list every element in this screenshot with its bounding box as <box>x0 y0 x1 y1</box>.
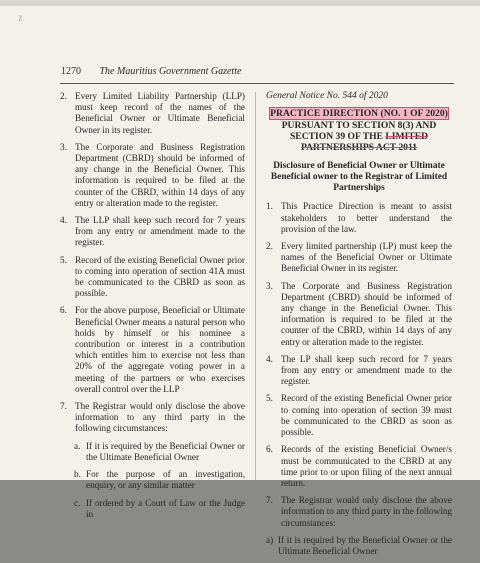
list-item: 2. Every Limited Liability Partnership (LLP) must keep record of the names of the Beneficial Owner or Ultimate Beneficial Owner in its register. <box>60 91 245 135</box>
list-item: 7. The Registrar would only disclose the above information to any third party in the following circumstances: <box>266 495 452 528</box>
list-item: 6. Records of the existing Beneficial Owner/s must be communicated to the CBRD at any time prior to or upon filing of the next annual return. <box>266 444 452 488</box>
notice-number: General Notice No. 544 of 2020 <box>266 91 388 101</box>
list-item: 4. The LP shall keep such record for 7 years from any entry or amendment made to the register. <box>266 353 452 387</box>
practice-direction-heading: PRACTICE DIRECTION (NO. 1 OF 2020) PURSUANT TO SECTION 8(3) AND SECTION 39 OF THE LIMITED PARTNERSHIPS ACT 2011 <box>270 108 448 154</box>
header-rule <box>60 83 454 84</box>
left-column <box>60 91 245 526</box>
sub-list-item: c. If ordered by a Court of Law or the Judge in <box>74 497 245 519</box>
list-item: 5. Record of the existing Beneficial Owner prior to coming into operation of section 41A must be communicated to the CBRD as soon as possible. <box>60 254 245 299</box>
gazette-title: The Mauritius Government Gazette <box>99 66 242 77</box>
list-item: 2. Every limited partnership (LP) must keep the names of the Beneficial Owner or Ultimate Beneficial Owner in its register. <box>266 241 452 274</box>
page-header <box>61 66 451 77</box>
page-top-edge <box>0 0 480 6</box>
list-item: 5. Record of the existing Beneficial Owner prior to coming into operation of section 39 must be communicated to the CBRD as soon as possible. <box>266 393 452 438</box>
sub-list-item: a) If it is required by the Beneficial Owner or the Ultimate Beneficial Owner <box>266 534 452 556</box>
scan-mark: ٪ <box>18 14 23 24</box>
highlighted-heading: PRACTICE DIRECTION (NO. 1 OF 2020) <box>270 108 448 120</box>
right-column <box>266 91 452 563</box>
sub-list-item: b. For the purpose of an investigation, enquiry, or any similar matter <box>74 469 245 491</box>
list-item: 3. The Corporate and Business Registration Department (CBRD) should be informed of any change in the Beneficial Owner. This information is required to be filed at the counter of the CBRD, within 14 days of any entry or alteration made to the register. <box>60 141 245 208</box>
list-item: 7. The Registrar would only disclose the above information to any third party in the following circumstances: <box>60 401 245 434</box>
list-item: 1. This Practice Direction is meant to assist stakeholders to better understand the provision of the law. <box>266 201 452 234</box>
column-divider <box>255 92 256 480</box>
list-item: 6. For the above purpose, Beneficial or Ultimate Beneficial Owner means a natural person who holds by himself or his nominee a contribution or interest in a contribution which entitles him to exercise not less than 20% of the aggregate voting power in a meeting of the partners or who exercises overall control over the LLP <box>60 305 245 394</box>
list-item: 3. The Corporate and Business Registration Department (CBRD) should be informed of any change in the Beneficial Owner. This information is required to be filed at the counter of the CBRD, within 14 days of any entry or alteration made to the register. <box>266 280 452 347</box>
page-number: 1270 <box>61 66 81 77</box>
list-item: 4. The LLP shall keep such record for 7 years from any entry or amendment made to the register. <box>60 215 245 248</box>
section-subheading: Disclosure of Beneficial Owner or Ultimate Beneficial owner to the Registrar of Limited Partnerships <box>270 160 448 194</box>
sub-list-item: a. If it is required by the Beneficial Owner or the Ultimate Beneficial Owner <box>74 440 245 462</box>
